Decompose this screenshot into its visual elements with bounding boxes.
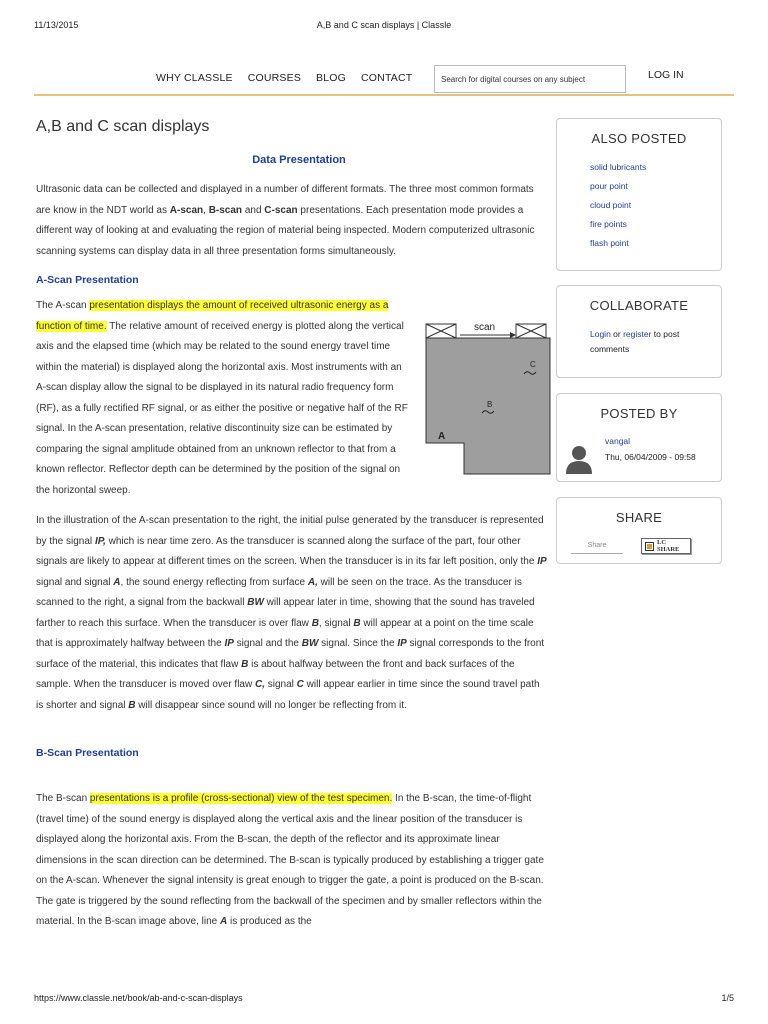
- nav-why-classle[interactable]: WHY CLASSLE: [156, 72, 233, 84]
- label-c: C: [530, 360, 536, 369]
- page-title: A,B and C scan displays: [36, 118, 210, 135]
- signal-a: A,: [307, 576, 318, 588]
- text-run: signal. Since the: [318, 638, 398, 649]
- text-run: is produced as the: [227, 916, 312, 927]
- illustration-paragraph: [36, 511, 548, 716]
- signal-ip: IP,: [94, 535, 106, 547]
- term-c-scan: C-scan: [264, 204, 298, 216]
- text-run: signal: [264, 679, 297, 690]
- text-run: Ultrasonic data can be collected and displayed in a number of different formats. The three most common formats are know in the NDT world as: [36, 184, 534, 216]
- post-date: Thu, 06/04/2009 - 09:58: [605, 452, 696, 462]
- bscan-heading: B-Scan Presentation: [36, 747, 139, 759]
- section-heading: Data Presentation: [252, 154, 346, 166]
- login-link[interactable]: Login: [590, 329, 611, 339]
- top-navigation: [34, 62, 734, 96]
- ascan-paragraph: [36, 296, 408, 501]
- line-a: A: [219, 916, 228, 927]
- text-run: In the B-scan, the time-of-flight (travel time) of the sound energy is displayed along the vertical axis and the linear position of the transducer is displayed along the horizontal axis. From the B-scan, the depth of the reflector and its approximate linear dimensions in the scan direction can be determined. The B-scan is typically produced by establishing a trigger gate on the A-scan. Whenever the signal intensity is great enough to trigger the gate, a point is produced on the B-scan. The gate is triggered by the sound reflecting from the backwall of the specimen and by smaller reflectors within the material. In the B-scan image above, line: [36, 793, 544, 927]
- text-run: will appear at a point on the time scale that is approximately halfway between the: [36, 617, 534, 649]
- highlighted-text: presentation displays the amount of received ultrasonic energy as a function of time.: [36, 300, 389, 332]
- posted-by-panel: [556, 393, 722, 482]
- share-title: SHARE: [615, 510, 663, 525]
- text-run: , the sound energy reflecting from surface: [120, 576, 308, 588]
- text-run: will be seen on the trace. As the transducer is scanned to the right, a signal from the backwall: [36, 576, 522, 608]
- text-run: signal and the: [233, 638, 302, 649]
- label-a: A: [438, 431, 446, 442]
- register-link[interactable]: register: [623, 329, 652, 339]
- nav-links: [156, 72, 412, 84]
- login-link[interactable]: LOG IN: [648, 69, 684, 81]
- signal-b: B: [241, 658, 249, 670]
- also-posted-panel: [556, 118, 722, 271]
- collaborate-text: [590, 327, 701, 357]
- text-run: , signal: [318, 617, 354, 629]
- nav-contact[interactable]: CONTACT: [361, 72, 413, 84]
- term-b-scan: B-scan: [208, 204, 243, 216]
- related-link[interactable]: cloud point: [590, 200, 632, 210]
- also-posted-title: ALSO POSTED: [591, 131, 687, 146]
- article: [36, 118, 548, 933]
- signal-ip: IP: [537, 556, 547, 567]
- print-url: https://www.classle.net/book/ab-and-c-scan-displays: [34, 993, 243, 1003]
- print-header: [34, 20, 734, 34]
- highlighted-text: presentations is a profile (cross-sectional) view of the test specimen.: [89, 793, 393, 804]
- lc-share-button[interactable]: [641, 538, 691, 554]
- text-run: which is near time zero. As the transducer is scanned along the surface of the part, four other signals are likely to appear at different times on the screen. When the transducer is in its far left position, only the: [36, 535, 538, 567]
- print-footer: [34, 993, 734, 1003]
- text-run: is about halfway between the front and back surfaces of the sample. When the transducer is moved over flaw: [36, 658, 515, 690]
- bscan-paragraph: [36, 789, 548, 933]
- intro-paragraph: [36, 180, 548, 262]
- text-run: will appear earlier in time since the sound travel path is shorter and signal: [36, 679, 540, 711]
- ascan-heading: A-Scan Presentation: [36, 274, 139, 286]
- text-run: The B-scan: [36, 793, 90, 804]
- share-panel: [556, 497, 722, 564]
- signal-bw: BW: [301, 638, 319, 649]
- text-run: The A-scan: [36, 300, 90, 311]
- also-posted-list: [590, 158, 721, 253]
- text-run: and: [242, 204, 265, 216]
- lc-share-icon: [645, 542, 654, 551]
- signal-ip: IP: [224, 638, 234, 649]
- signal-ip: IP: [397, 638, 407, 649]
- ascan-diagram: [424, 318, 554, 478]
- text-run: presentations. Each presentation mode provides a different way of looking at and evaluating the region of material being inspected. Modern computerized ultrasonic scanning systems can display data in all three presentation forms simultaneously.: [36, 204, 535, 257]
- nav-blog[interactable]: BLOG: [316, 72, 347, 84]
- scan-label: scan: [474, 322, 496, 333]
- signal-c: C: [296, 679, 304, 690]
- lc-share-label: LC SHARE: [656, 539, 680, 553]
- avatar-icon: [565, 444, 593, 474]
- transducer-left-icon: [426, 324, 456, 338]
- search-input[interactable]: Search for digital courses on any subject: [434, 65, 626, 93]
- term-a-scan: A-scan: [169, 204, 204, 216]
- posted-by-title: POSTED BY: [600, 406, 678, 421]
- text-run: or: [610, 329, 624, 339]
- signal-a: A: [113, 576, 121, 588]
- text-run: signal and signal: [36, 576, 114, 588]
- print-page-number: 1/5: [721, 993, 734, 1003]
- signal-bw: BW: [247, 597, 264, 608]
- related-link[interactable]: pour point: [590, 181, 628, 191]
- text-run: In the illustration of the A-scan presentation to the right, the initial pulse generated by the transducer is represented by the signal: [36, 515, 544, 547]
- print-page-title: A,B and C scan displays | Classle: [316, 20, 452, 30]
- signal-b: B: [311, 617, 319, 629]
- related-link[interactable]: flash point: [590, 238, 629, 248]
- text-run: will appear later in time, showing that the sound has traveled farther to reach this surface. When the transducer is over flaw: [36, 597, 535, 629]
- transducer-right-icon: [516, 324, 546, 338]
- nav-courses[interactable]: COURSES: [247, 72, 302, 84]
- signal-b: B: [128, 699, 136, 711]
- related-link[interactable]: fire points: [590, 219, 627, 229]
- text-run: to post comments: [590, 329, 680, 354]
- author-link[interactable]: vangal: [605, 436, 631, 446]
- text-run: will disappear since sound will no longer be reflecting from it.: [135, 699, 407, 711]
- collaborate-panel: [556, 285, 722, 378]
- print-date: 11/13/2015: [34, 20, 79, 30]
- share-button[interactable]: Share: [571, 538, 623, 554]
- related-link[interactable]: solid lubricants: [590, 162, 647, 172]
- label-b: B: [487, 400, 493, 409]
- text-run: ,: [203, 204, 209, 216]
- signal-c: C,: [254, 679, 265, 690]
- collaborate-title: COLLABORATE: [589, 298, 689, 313]
- text-run: signal corresponds to the front surface of the material, this indicates that flaw: [36, 638, 545, 670]
- signal-b: B: [353, 617, 361, 629]
- text-run: The relative amount of received energy is plotted along the vertical axis and the elapsed time (which may be related to the sound energy travel time within the material) is displayed along the horizontal axis. Most instruments with an A-scan display allow the signal to be displayed in its natural radio frequency form (RF), as a fully rectified RF signal, or as either the positive or negative half of the RF signal. In the A-scan presentation, relative discontinuity size can be estimated by comparing the signal amplitude obtained from an unknown reflector to that from a known reflector. Reflector depth can be determined by the position of the signal on the horizontal sweep.: [36, 320, 408, 496]
